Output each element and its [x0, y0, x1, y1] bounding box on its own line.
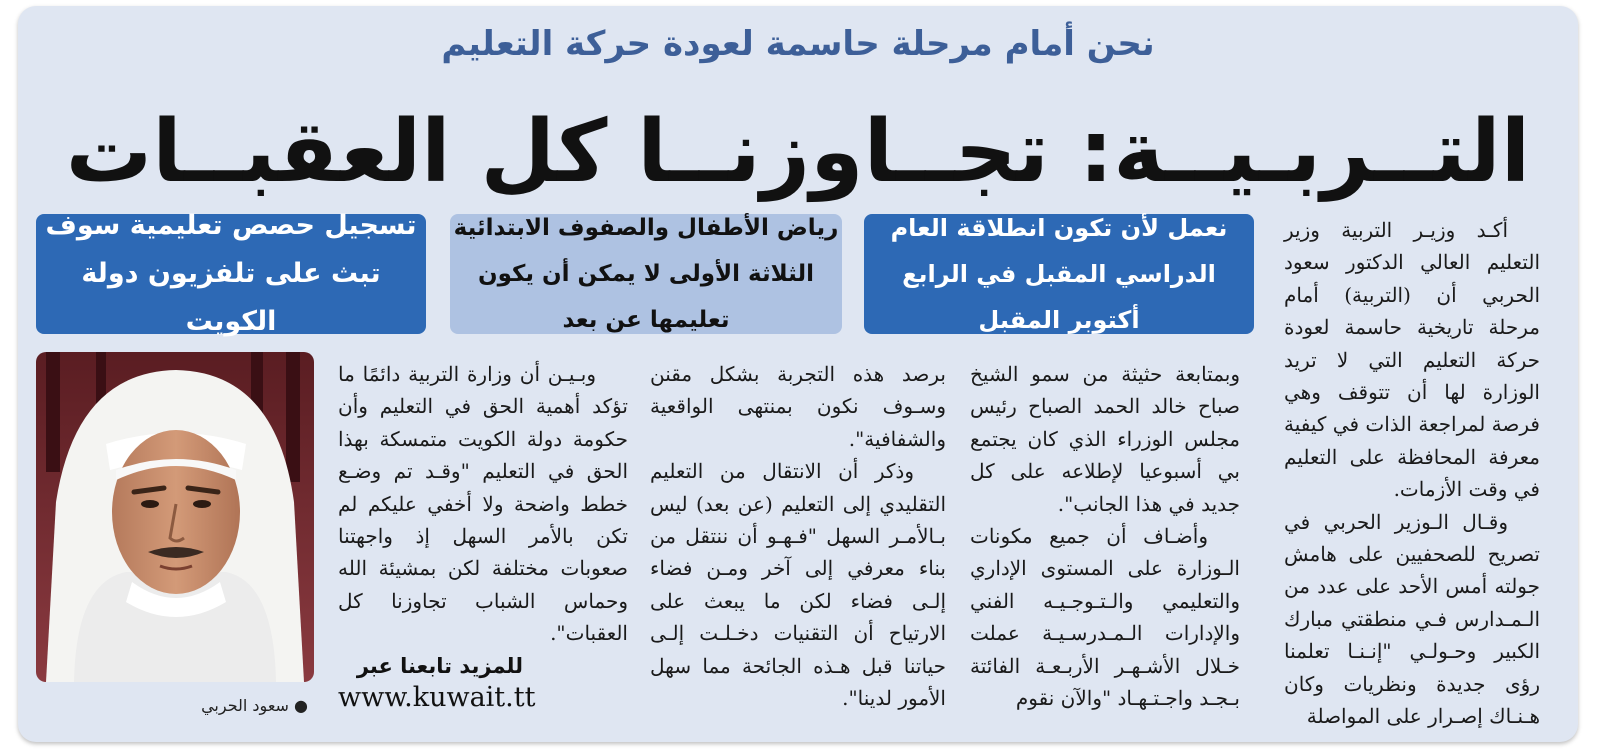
highlight-text-2: رياض الأطفال والصفوف الابتدائية الثلاثة الأولى لا يمكن أن يكون تعليمها عن بعد — [453, 215, 839, 333]
paragraph: وبمتابعة حثيثة من سمو الشيخ صباح خالد الحمد الصباح رئيس مجلس الوزراء الذي كان يجتمع بي أسبوعيا لإطلاعه على كل جديد في هذا الجانب". — [970, 362, 1240, 516]
paragraph: وأضـاف أن جميع مكونات الـوزارة على المستوى الإداري والتعليمي والـتـوجـيـه الفني والإدارات الـمـدرسـيـة عملت خـلال الأشـهـر الأربـعـة الفائتة بـجـد واجـتـهـاد "والآن نقوم — [970, 524, 1240, 711]
paragraph: وبـيـن أن وزارة التربية دائمًا ما تؤكد أهمية الحق في التعليم وأن حكومة دولة الكويت متمسكة بهذا الحق في التعليم "وقـد تم وضـع خطط واضحة ولا أخفي عليكم لم تكن بالأمر السهل إذ واجهتنا صعوبات مختلفة لكن بمشيئة الله وحماس الشباب تجاوزنا كل العقبات". — [338, 362, 628, 646]
more-label: للمزيد تابعنا عبر — [356, 654, 523, 678]
portrait-illustration — [36, 352, 314, 682]
text-column-4 — [338, 358, 628, 650]
article-headline: التــربـيــة: تجــاوزنــا كل العقبــات — [65, 102, 1531, 202]
highlight-box-3 — [36, 210, 426, 337]
highlight-box-1 — [864, 214, 1254, 334]
text-column-2 — [970, 358, 1240, 714]
portrait-photo — [36, 352, 314, 682]
paragraph: برصد هذه التجربة بشكل مقنن وسـوف نكون بمنتهى الواقعية والشفافية". — [650, 362, 946, 451]
highlight-text-1: نعمل لأن تكون انطلاقة العام الدراسي المقبل في الرابع أكتوبر المقبل — [890, 214, 1228, 334]
text-column-1 — [1284, 214, 1540, 733]
paragraph: وقـال الـوزير الحربي في تصريح للصحفيين على هامش جولته أمس الأحد على عدد من الـمـدارس فـي منطقتي مبارك الكبير وحـولـي "إنـنـا تعلمنا رؤى جديدة ونظريات وكان هـنـاك إصـرار على المواصلة — [1284, 509, 1540, 729]
highlight-text-3: تسجيل حصص تعليمية سوف تبث على تلفزيون دولة الكويت — [45, 210, 417, 337]
paragraph: أكـد وزيـر التربية وزير التعليم العالي الدكتور سعود الحربي أن (التربية) أمام مرحلة تاريخية حاسمة لعودة حركة التعليم التي لا تريد الوزارة لها أن تتوقف وهي فرصة لمراجعة الذات في كيفية معرفة المحافظة على التعليم في وقت الأزمات. — [1284, 218, 1540, 502]
highlight-box-2 — [450, 214, 842, 334]
more-url-link[interactable]: www.kuwait.tt — [338, 682, 536, 713]
photo-caption: ● سعود الحربي — [201, 696, 308, 715]
paragraph: وذكر أن الانتقال من التعليم التقليدي إلى التعليم (عن بعد) ليس بـالأمـر السهل "فـهـو أن ننتقل من بناء معرفي إلى آخر ومـن فضاء إلـى فضاء لكن ما يبعث على الارتياح أن التقنيات دخـلـت إلـى حياتنا قبل هـذه الجائحة مما سهل الأمور لدينا". — [650, 459, 946, 711]
text-column-3 — [650, 358, 946, 714]
article-kicker: نحن أمام مرحلة حاسمة لعودة حركة التعليم — [441, 24, 1155, 64]
